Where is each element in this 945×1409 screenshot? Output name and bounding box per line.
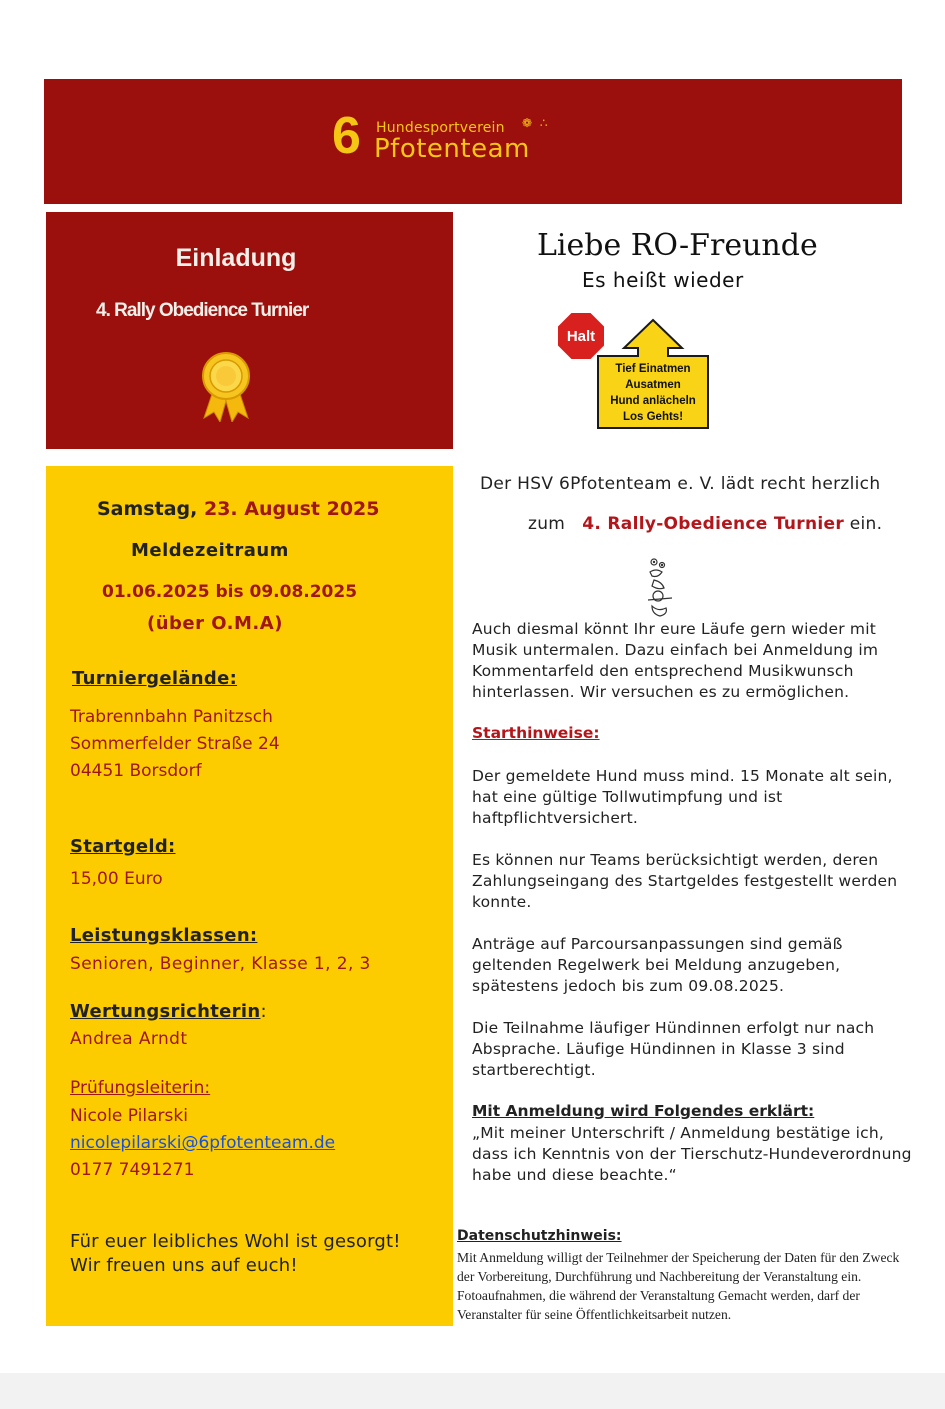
venue-line-1: Trabrennbahn Panitzsch xyxy=(70,707,273,727)
closing-text xyxy=(70,1230,401,1278)
privacy-text: Mit Anmeldung willigt der Teilnehmer der Speicherung der Daten für den Zweck der Vorbereitung, Durchführung und Nachbereitung der Veranstaltung ein. Fotoaufnahmen, die während der Veranstaltung Gemacht werden, darf der Veranstalter für seine Öffentlichkeitsarbeit nutzen. xyxy=(457,1250,900,1322)
closing-line-1: Für euer leibliches Wohl ist gesorgt! xyxy=(70,1231,401,1252)
start-note-age: Der gemeldete Hund muss mind. 15 Monate alt sein, hat eine gültige Tollwutimpfung und ist haftpflichtversichert. xyxy=(472,767,893,827)
leader-heading: Prüfungsleiterin: xyxy=(70,1078,211,1098)
sign-line-2: Ausatmen xyxy=(625,379,681,391)
registration-range: 01.06.2025 bis 09.08.2025 xyxy=(102,582,358,602)
sign-line-4: Los Gehts! xyxy=(622,411,684,423)
club-logo xyxy=(332,107,622,172)
venue-line-2: Sommerfelder Straße 24 xyxy=(70,734,280,754)
logo-club-type: Hundesportverein xyxy=(376,120,505,136)
privacy-heading: Datenschutzhinweis: xyxy=(457,1228,622,1244)
leader-phone: 0177 7491271 xyxy=(70,1160,195,1180)
music-paragraph: Auch diesmal könnt Ihr eure Läufe gern wieder mit Musik untermalen. Dazu einfach bei Anmeldung im Kommentarfeld den entsprechend Musikwunsch hinterlassen. Wir versuchen es zu ermöglichen. xyxy=(472,620,879,701)
venue-heading: Turniergelände: xyxy=(72,668,238,689)
greeting-title: Liebe RO-Freunde xyxy=(537,228,818,263)
award-rosette-icon xyxy=(196,350,256,422)
closing-line-2: Wir freuen uns auf euch! xyxy=(70,1255,298,1276)
start-notes-heading: Starthinweise: xyxy=(472,724,600,742)
registration-label: Meldezeitraum xyxy=(131,540,289,561)
leader-contact xyxy=(70,1103,335,1184)
intro-post: ein. xyxy=(849,514,883,534)
fee-value: 15,00 Euro xyxy=(70,869,163,889)
intro-line-2 xyxy=(528,514,882,534)
judge-heading: Wertungsrichterin xyxy=(70,1001,261,1022)
judge-name: Andrea Arndt xyxy=(70,1029,188,1049)
paw-prints-icon: ❁ ∴ xyxy=(522,116,550,130)
leader-email-link[interactable]: nicolepilarski@6pfotenteam.de xyxy=(70,1133,336,1153)
event-date-value: 23. August 2025 xyxy=(203,498,380,520)
halt-label: Halt xyxy=(566,328,596,345)
logo-club-name: Pfotenteam xyxy=(374,134,530,164)
declaration-heading: Mit Anmeldung wird Folgendes erklärt: xyxy=(472,1102,815,1120)
judge-heading-wrap xyxy=(70,1001,267,1022)
declaration-text: „Mit meiner Unterschrift / Anmeldung bestätige ich, dass ich Kenntnis von der Tierschutz-Hundeverordnung habe und diese beachte.“ xyxy=(472,1124,912,1184)
dog-drawing-icon xyxy=(640,556,680,618)
leader-name: Nicole Pilarski xyxy=(70,1106,188,1126)
intro-highlight: 4. Rally-Obedience Turnier xyxy=(582,514,845,534)
event-weekday: Samstag, xyxy=(97,498,198,520)
classes-value: Senioren, Beginner, Klasse 1, 2, 3 xyxy=(70,954,371,974)
invitation-title: Einladung xyxy=(175,244,297,272)
venue-address xyxy=(70,704,280,785)
start-note-females: Die Teilnahme läufiger Hündinnen erfolgt nur nach Absprache. Läufige Hündinnen in Klasse 3 sind startberechtigt. xyxy=(472,1019,875,1079)
intro-pre: zum xyxy=(528,514,566,534)
fee-heading: Startgeld: xyxy=(70,836,176,857)
registration-via: (über O.M.A) xyxy=(147,613,283,634)
judge-heading-colon: : xyxy=(260,1001,267,1022)
classes-heading: Leistungsklassen: xyxy=(70,925,258,946)
venue-line-3: 04451 Borsdorf xyxy=(70,761,202,781)
invitation-subtitle: 4. Rally Obedience Turnier xyxy=(96,300,309,321)
logo-number: 6 xyxy=(332,107,361,165)
intro-line-1: Der HSV 6Pfotenteam e. V. lädt recht herzlich xyxy=(480,474,881,494)
start-note-parcours: Anträge auf Parcoursanpassungen sind gemäß geltenden Regelwerk bei Meldung anzugeben, spätestens jedoch bis zum 09.08.2025. xyxy=(472,935,843,995)
start-note-payment: Es können nur Teams berücksichtigt werden, deren Zahlungseingang des Startgeldes festgestellt werden konnte. xyxy=(472,851,898,911)
sign-line-1: Tief Einatmen xyxy=(615,363,691,375)
event-date xyxy=(97,498,380,520)
up-arrow-sign-icon xyxy=(596,318,710,430)
greeting-subtitle: Es heißt wieder xyxy=(582,268,744,292)
footer-bar xyxy=(0,1373,945,1409)
sign-line-3: Hund anlächeln xyxy=(610,395,696,407)
